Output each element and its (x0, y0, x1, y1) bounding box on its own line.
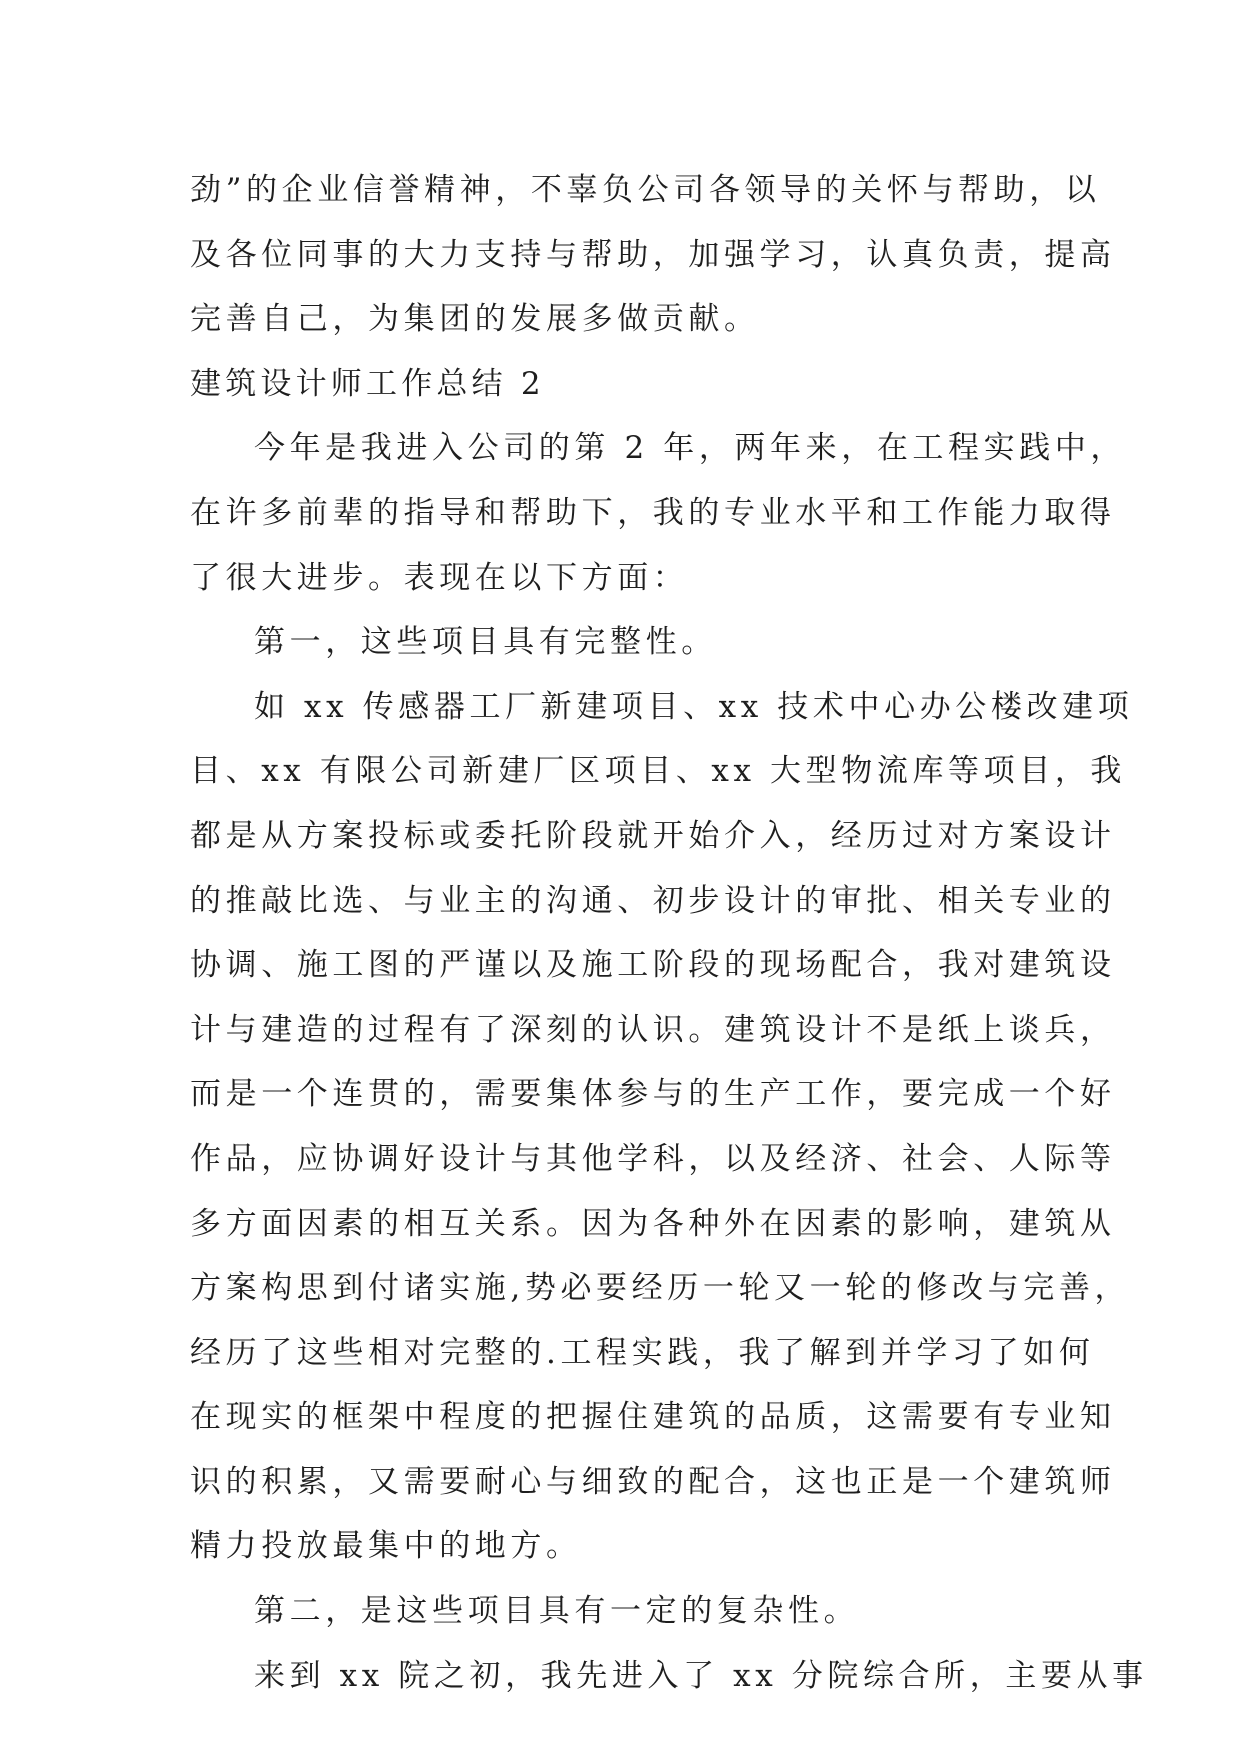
text-line: 而是一个连贯的，需要集体参与的生产工作，要完成一个好 (190, 1076, 1116, 1113)
text-line: 多方面因素的相互关系。因为各种外在因素的影响，建筑从 (190, 1205, 1116, 1242)
text-line: 经历了这些相对完整的.工程实践，我了解到并学习了如何 (190, 1334, 1095, 1371)
text-line: 来到 xx 院之初，我先进入了 xx 分院综合所，主要从事 (254, 1657, 1148, 1694)
text-line: 第二，是这些项目具有一定的复杂性。 (254, 1593, 860, 1630)
text-line: 精力投放最集中的地方。 (190, 1528, 582, 1565)
text-line: 目、xx 有限公司新建厂区项目、xx 大型物流库等项目，我 (190, 753, 1127, 790)
text-line: 都是从方案投标或委托阶段就开始介入，经历过对方案设计 (190, 817, 1116, 854)
text-line: 在现实的框架中程度的把握住建筑的品质，这需要有专业知 (190, 1399, 1116, 1436)
text-line: 协调、施工图的严谨以及施工阶段的现场配合，我对建筑设 (190, 947, 1116, 984)
text-line: 方案构思到付诸实施,势必要经历一轮又一轮的修改与完善， (190, 1270, 1131, 1307)
text-line: 的推敲比选、与业主的沟通、初步设计的审批、相关专业的 (190, 882, 1116, 919)
text-line: 识的积累，又需要耐心与细致的配合，这也正是一个建筑师 (190, 1463, 1116, 1500)
text-line: 劲”的企业信誉精神，不辜负公司各领导的关怀与帮助，以 (190, 172, 1101, 208)
text-line: 如 xx 传感器工厂新建项目、xx 技术中心办公楼改建项 (254, 688, 1134, 725)
text-line: 了很大进步。表现在以下方面： (190, 559, 689, 596)
text-line: 完善自己，为集团的发展多做贡献。 (190, 301, 760, 338)
section-heading: 建筑设计师工作总结 2 (190, 365, 545, 402)
text-line: 在许多前辈的指导和帮助下，我的专业水平和工作能力取得 (190, 494, 1116, 531)
document-body (190, 158, 1148, 1708)
text-line: 计与建造的过程有了深刻的认识。建筑设计不是纸上谈兵， (190, 1011, 1116, 1048)
text-line: 第一，这些项目具有完整性。 (254, 624, 717, 661)
text-line: 及各位同事的大力支持与帮助，加强学习，认真负责，提高 (190, 236, 1116, 273)
text-line: 今年是我进入公司的第 2 年，两年来，在工程实践中， (254, 430, 1127, 467)
text-line: 作品，应协调好设计与其他学科，以及经济、社会、人际等 (190, 1140, 1116, 1177)
